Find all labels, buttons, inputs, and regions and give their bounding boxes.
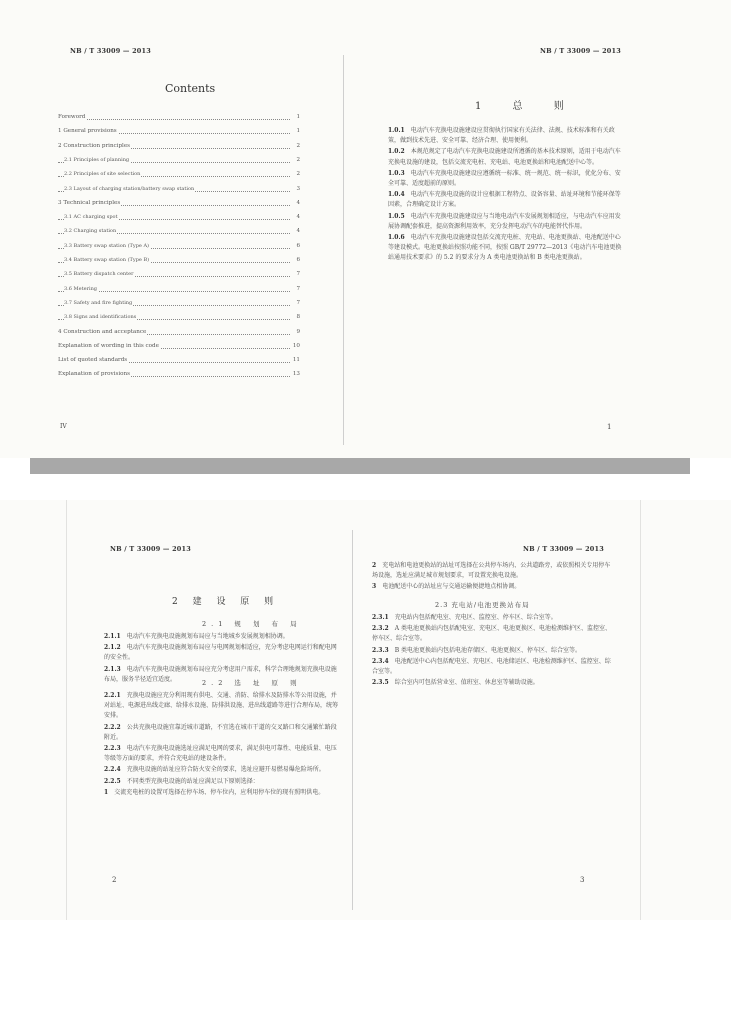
clause-text: 电动汽车充换电设施规划布局应与当地城乡发展规划相协调。 xyxy=(126,633,289,640)
page-header: NB / T 33009 — 2013 xyxy=(70,47,151,55)
clause-text: 充电站和电池更换站的站址可选择在公共停车场内、公共道路旁，或依照相关专用停车场设施，选址应满足城市规划要求，可设置充换电设施。 xyxy=(372,562,611,580)
toc-entry-label: 3.8 Signs and identifications xyxy=(64,314,137,321)
clause xyxy=(104,777,338,787)
toc-entry-page: 4 xyxy=(296,199,300,206)
page-header: NB / T 33009 — 2013 xyxy=(110,545,191,553)
clause-number: 2.3.2 xyxy=(372,625,389,633)
clause-text: 综合室内可包括营业室、值班室、休息室等辅助设施。 xyxy=(394,679,539,687)
toc-entry-label: 2.1 Principles of planning xyxy=(64,156,130,163)
toc-entry xyxy=(58,314,300,323)
clause xyxy=(104,632,338,642)
clause-text: B 类电池更换站内包括电池存储区、电池更换区、停车区、综合室等。 xyxy=(394,646,582,654)
toc-entry-page: 1 xyxy=(296,128,300,135)
page-body-top xyxy=(372,561,612,594)
page-header: NB / T 33009 — 2013 xyxy=(540,47,621,55)
page-number: 3 xyxy=(580,876,585,884)
clause-text: A 类电池更换站内包括配电室、充电区、电池更换区、电池检测维护区、监控室、停车区、综合室等。 xyxy=(372,625,611,643)
clause-number: 1.0.4 xyxy=(388,191,405,199)
clause-number: 3 xyxy=(372,583,377,591)
toc-entry-page: 2 xyxy=(296,171,300,178)
toc-entry-label: 3.1 AC charging spot xyxy=(64,214,118,221)
section-2-2-body xyxy=(104,691,338,799)
toc-entry xyxy=(58,171,300,180)
toc-entry-page: 7 xyxy=(296,299,300,306)
clause-number: 2.2.2 xyxy=(104,723,121,731)
toc-entry xyxy=(58,286,300,295)
scan-separator xyxy=(30,458,690,474)
clause-number: 2.1.2 xyxy=(104,644,121,652)
toc-entry-label: Explanation of provisions xyxy=(58,371,130,378)
clause-text: 电动汽车充换电设施的设计应根据工程特点、设备容量、站址环境和节能环保等因素，合理确定设计方案。 xyxy=(388,191,621,209)
toc-entry-page: 4 xyxy=(296,228,300,235)
clause xyxy=(104,643,338,663)
toc-entry-page: 8 xyxy=(296,314,300,321)
toc-entry xyxy=(58,157,300,166)
page-number: 2 xyxy=(112,876,117,884)
toc-entry-label: 3.2 Charging station xyxy=(64,228,117,235)
toc-entry-label: 2.2 Principles of site selection xyxy=(64,171,141,178)
clause xyxy=(104,691,338,722)
toc-entry-page: 1 xyxy=(296,114,300,120)
toc-entry xyxy=(58,357,300,366)
section-title: 2.1 规 划 布 局 xyxy=(202,620,302,628)
toc-entry-label: 4 Construction and acceptance xyxy=(58,328,147,335)
clause-number: 1.0.1 xyxy=(388,127,405,134)
clause-number: 2 xyxy=(372,562,377,569)
toc-entry xyxy=(58,271,300,280)
toc-entry xyxy=(58,200,300,209)
toc-entry-label: 3.6 Metering xyxy=(64,285,97,292)
clause xyxy=(372,678,612,688)
clause-number: 2.1.1 xyxy=(104,633,121,640)
toc-entry xyxy=(58,243,300,252)
clause-text: 电动汽车充换电设施规划布局应充分考虑用户需求，科学合理地规划充换电设施布局，服务半径适宜适度。 xyxy=(104,665,337,683)
toc-entry-label: 3.3 Battery swap station (Type A) xyxy=(64,242,149,249)
clause-number: 2.3.3 xyxy=(372,646,389,654)
clause xyxy=(104,723,338,743)
toc-entry-page: 10 xyxy=(292,342,300,349)
clause xyxy=(388,190,624,210)
page-number: IV xyxy=(60,423,67,430)
clause-number: 2.2.4 xyxy=(104,766,121,774)
clause-number: 2.3.4 xyxy=(372,657,389,665)
toc-entry-label: List of quoted standards xyxy=(58,357,128,364)
clause xyxy=(104,765,338,775)
toc-entry xyxy=(58,114,300,123)
clause-text: 电动汽车充换电设施建设应贯彻执行国家有关法律、法规、技术标准和有关政策，做到技术先进、安全可靠、经济合理、使用便利。 xyxy=(388,127,615,145)
clause-text: 本规范规定了电动汽车充换电设施建设所遵循的基本技术原则，适用于电动汽车充换电设施的建设，包括交流充电桩、充电站、电池更换站和电池配送中心等。 xyxy=(388,148,621,166)
page-number: 1 xyxy=(607,423,612,431)
clause-text: 公共充换电设施宜靠近城市道路，不宜选在城市干道的交叉路口和交通繁忙路段附近。 xyxy=(104,723,337,741)
clause xyxy=(372,582,612,592)
clause-text: 电动汽车充换电设施规划布局应与电网规划相适应，充分考虑电网运行和配电网的安全性。 xyxy=(104,644,337,662)
clause-number: 2.2.1 xyxy=(104,692,121,699)
toc-entry xyxy=(58,343,300,352)
toc-entry-label: Foreword xyxy=(58,114,86,120)
clause xyxy=(388,126,624,146)
clause xyxy=(372,613,612,623)
chapter-1-body xyxy=(388,126,624,265)
clause xyxy=(372,561,612,581)
toc-entry-page: 11 xyxy=(292,357,300,364)
toc-entry xyxy=(58,329,300,338)
clause-number: 2.2.5 xyxy=(104,777,121,785)
toc-entry-page: 7 xyxy=(296,271,300,278)
clause-text: 电池配送中心内包括配电室、充电区、电池储运区、电池检测维护区、监控室、综合室等。 xyxy=(372,657,611,676)
clause xyxy=(372,657,612,677)
toc-entry xyxy=(58,186,300,195)
clause-number: 1.0.2 xyxy=(388,148,405,156)
clause-text: 充电站内包括配电室、充电区、监控室、停车区、综合室等。 xyxy=(394,614,557,621)
clause xyxy=(372,624,612,644)
toc-entry-label: 3.7 Safety and fire fighting xyxy=(64,299,133,306)
section-title: 2.3 充电站/电池更换站布局 xyxy=(435,601,530,609)
clause-text: 不同类型充换电设施的站址应满足以下原则选择： xyxy=(126,777,259,785)
toc-entry-label: Explanation of wording in this code xyxy=(58,342,159,349)
toc-entry xyxy=(58,228,300,237)
toc-entry-label: 2 Construction principles xyxy=(58,142,131,149)
clause-text: 电动汽车充换电设施建设应遵循统一标准、统一规范、统一标识，优化分布、安全可靠、适度超前的原则。 xyxy=(388,169,621,188)
clause-number: 2.2.3 xyxy=(104,745,121,753)
toc-entry-label: 1 General provisions xyxy=(58,128,117,135)
clause-text: 交流充电桩的设置可选择在停车场、停车位内，应利用停车位的现有照明供电。 xyxy=(114,788,325,796)
toc-entry-label: 3.4 Battery swap station (Type B) xyxy=(64,257,150,263)
toc-entry xyxy=(58,257,300,266)
clause-text: 电动汽车充换电设施建设应与当地电动汽车发展规划相适应，与电动汽车应用发展协调配套推进，提高资源利用效率，充分发挥电动汽车的电能替代作用。 xyxy=(388,212,621,230)
toc-entry xyxy=(58,143,300,152)
toc-entry xyxy=(58,300,300,309)
page-fold xyxy=(352,530,353,910)
clause xyxy=(388,147,624,167)
clause xyxy=(388,233,624,264)
clause xyxy=(388,169,624,189)
bottom-scan-spread xyxy=(0,500,731,920)
page-title: Contents xyxy=(165,82,216,95)
toc-entry xyxy=(58,371,300,380)
clause xyxy=(104,744,338,764)
clause-text: 充换电设施应充分利用现有供电、交通、消防、给排水及防排水等公用设施，并对站址、电源进出线走廊、给排水设施、防排洪设施、进出线道路等进行合理布局，统筹安排。 xyxy=(104,692,339,720)
page-fold xyxy=(343,55,344,445)
toc-entry-page: 13 xyxy=(292,371,300,378)
toc-entry xyxy=(58,128,300,137)
clause xyxy=(372,646,612,656)
toc-entry-label: 2.3 Layout of charging station/battery swap station xyxy=(64,185,195,192)
clause-number: 1.0.3 xyxy=(388,169,405,177)
toc-entry-label: 3 Technical principles xyxy=(58,199,121,206)
toc-entry-page: 6 xyxy=(296,257,300,263)
section-2-3-body xyxy=(372,613,612,689)
chapter-title: 1 总 则 xyxy=(475,101,578,112)
clause-number: 2.3.5 xyxy=(372,679,389,687)
clause-number: 2.1.3 xyxy=(104,665,121,673)
clause-number: 2.3.1 xyxy=(372,614,389,621)
toc-entry-page: 9 xyxy=(296,328,300,335)
clause-text: 电动汽车充换电设施选址应满足电网的要求，满足供电可靠性、电能质量、电压等级等方面的要求，并符合充电站的建设条件。 xyxy=(104,745,337,763)
clause-number: 1.0.6 xyxy=(388,234,405,242)
clause-number: 1.0.5 xyxy=(388,212,405,220)
toc-entry-page: 6 xyxy=(296,242,300,249)
clause-number: 1 xyxy=(104,788,109,796)
page-header: NB / T 33009 — 2013 xyxy=(523,545,604,553)
clause xyxy=(388,212,624,232)
clause xyxy=(104,788,338,798)
toc-entry-page: 4 xyxy=(296,214,300,221)
chapter-title: 2 建 设 原 则 xyxy=(172,597,280,607)
toc-entry-page: 2 xyxy=(296,142,300,149)
section-title: 2.2 选 址 原 则 xyxy=(202,679,302,687)
top-scan-spread xyxy=(0,0,731,458)
toc-entry-label: 3.5 Battery dispatch center xyxy=(64,271,134,278)
toc-entry-page: 7 xyxy=(296,285,300,292)
toc-entry-page: 3 xyxy=(296,185,300,192)
clause-text: 电池配送中心的站址应与交通运输便捷地点相协调。 xyxy=(382,583,521,591)
toc-entry xyxy=(58,214,300,223)
clause-text: 充换电设施的站址应符合防火安全的要求，选址应避开易燃易爆危险场所。 xyxy=(126,766,325,774)
toc-entry-page: 2 xyxy=(296,156,300,163)
clause-text: 电动汽车充换电设施建设包括交流充电桩、充电站、电池更换站、电池配送中心等建设模式。电池更换站按照功能不同，按照 GB/T 29772—2013《电动汽车电池更换站通用技术要求》的 5.2 的要求分为 A 类电池更换站和 B 类电池更换站。 xyxy=(388,234,622,262)
